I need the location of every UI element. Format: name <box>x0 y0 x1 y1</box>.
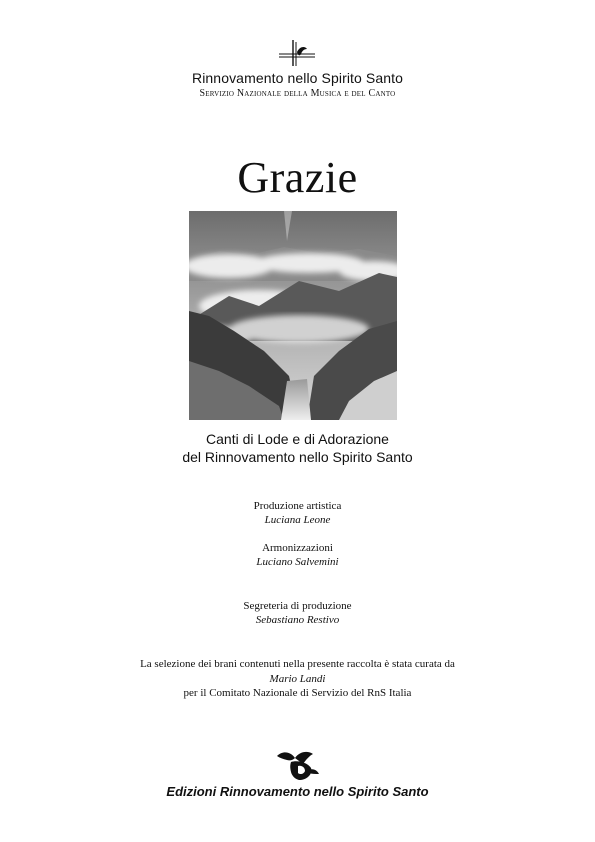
credit-role: Produzione artistica <box>253 500 342 512</box>
selection-text: La selezione dei brani contenuti nella presente raccolta è stata curata da <box>140 658 455 670</box>
credit-role: Segreteria di produzione <box>243 600 352 612</box>
service-name: Servizio Nazionale della Musica e del Canto <box>199 88 396 99</box>
selection-committee: per il Comitato Nazionale di Servizio del RnS Italia <box>183 687 412 699</box>
dove-flame-logo-icon <box>273 746 323 784</box>
credit-name: Luciano Salvemini <box>256 556 339 568</box>
credit-name: Luciana Leone <box>264 514 331 526</box>
subtitle-line-2: del Rinnovamento nello Spirito Santo <box>182 449 413 465</box>
credit-role: Armonizzazioni <box>262 542 333 554</box>
subtitle-line-1: Canti di Lode e di Adorazione <box>206 431 389 447</box>
credit-name: Sebastiano Restivo <box>255 614 340 626</box>
cover-photo <box>189 211 397 420</box>
dove-cross-logo-icon <box>277 38 317 68</box>
page-title: Grazie <box>237 153 358 202</box>
publisher-name: Edizioni Rinnovamento nello Spirito Santo <box>166 784 429 799</box>
org-name: Rinnovamento nello Spirito Santo <box>192 70 403 86</box>
selection-curator: Mario Landi <box>269 673 326 685</box>
